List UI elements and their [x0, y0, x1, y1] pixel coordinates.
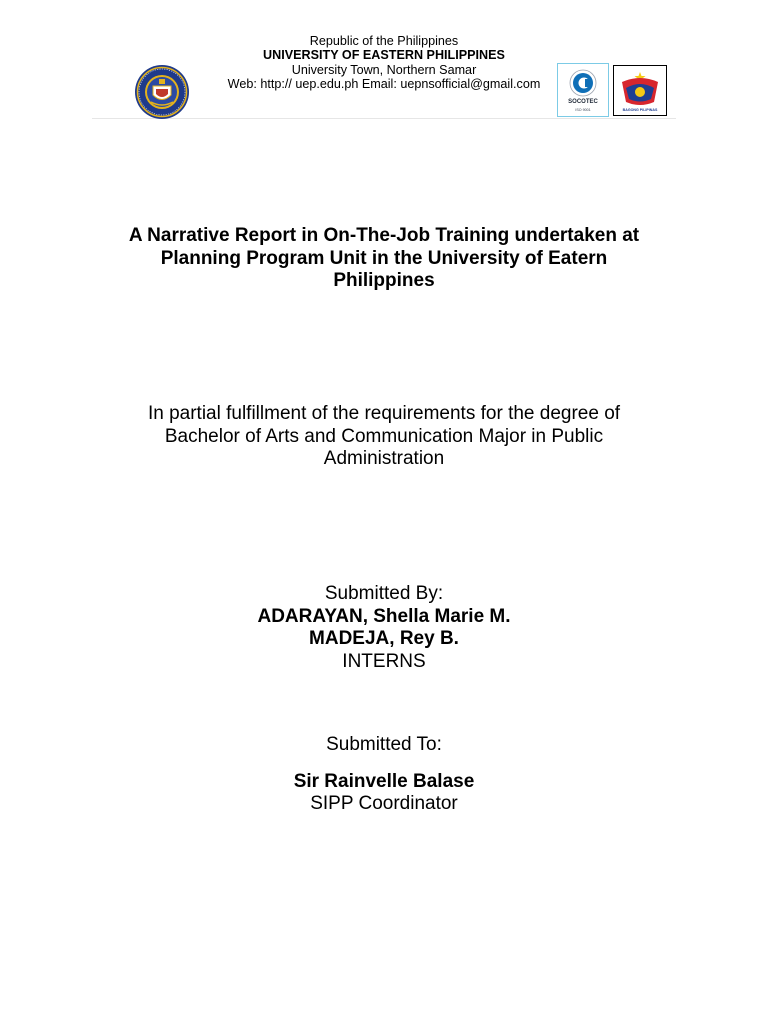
cert-logo-label: SOCOTEC — [568, 99, 598, 105]
submitted-to-label: Submitted To: — [326, 734, 442, 755]
letterhead-text — [212, 34, 556, 92]
coordinator-role: SIPP Coordinator — [310, 793, 458, 814]
coordinator-name: Sir Rainvelle Balase — [293, 770, 475, 792]
contact-line: Web: http:// uep.edu.ph Email: uepnsofficial@gmail.com — [227, 77, 541, 92]
report-title — [84, 225, 684, 293]
university-seal-icon — [129, 64, 195, 120]
title-line-1: A Narrative Report in On-The-Job Training undertaken at — [128, 225, 640, 246]
interns-role: INTERNS — [342, 650, 426, 672]
intern-name-2: MADEJA, Rey B. — [309, 628, 459, 649]
fulfillment-line-2: Bachelor of Arts and Communication Major in Public — [164, 425, 604, 447]
bp-logo-label: BAGONG PILIPINAS — [622, 108, 658, 112]
certification-logo — [557, 63, 609, 117]
cert-logo-sublabel: ISO 9001 — [575, 108, 591, 112]
republic-line: Republic of the Philippines — [309, 34, 459, 48]
letterhead — [92, 32, 676, 119]
submitted-by-section — [84, 583, 684, 673]
submitted-to-section — [84, 734, 684, 816]
university-address: University Town, Northern Samar — [291, 62, 477, 77]
title-line-2: Planning Program Unit in the University of Eatern — [160, 247, 608, 269]
submitted-by-label: Submitted By: — [324, 583, 444, 604]
fulfillment-statement — [84, 403, 684, 471]
university-name: UNIVERSITY OF EASTERN PHILIPPINES — [263, 48, 505, 63]
fulfillment-line-3: Administration — [323, 448, 445, 469]
fulfillment-line-1: In partial fulfillment of the requirements for the degree of — [147, 403, 621, 424]
bagong-pilipinas-logo — [613, 65, 667, 116]
title-line-3: Philippines — [333, 270, 435, 291]
intern-name-1: ADARAYAN, Shella Marie M. — [257, 605, 511, 627]
